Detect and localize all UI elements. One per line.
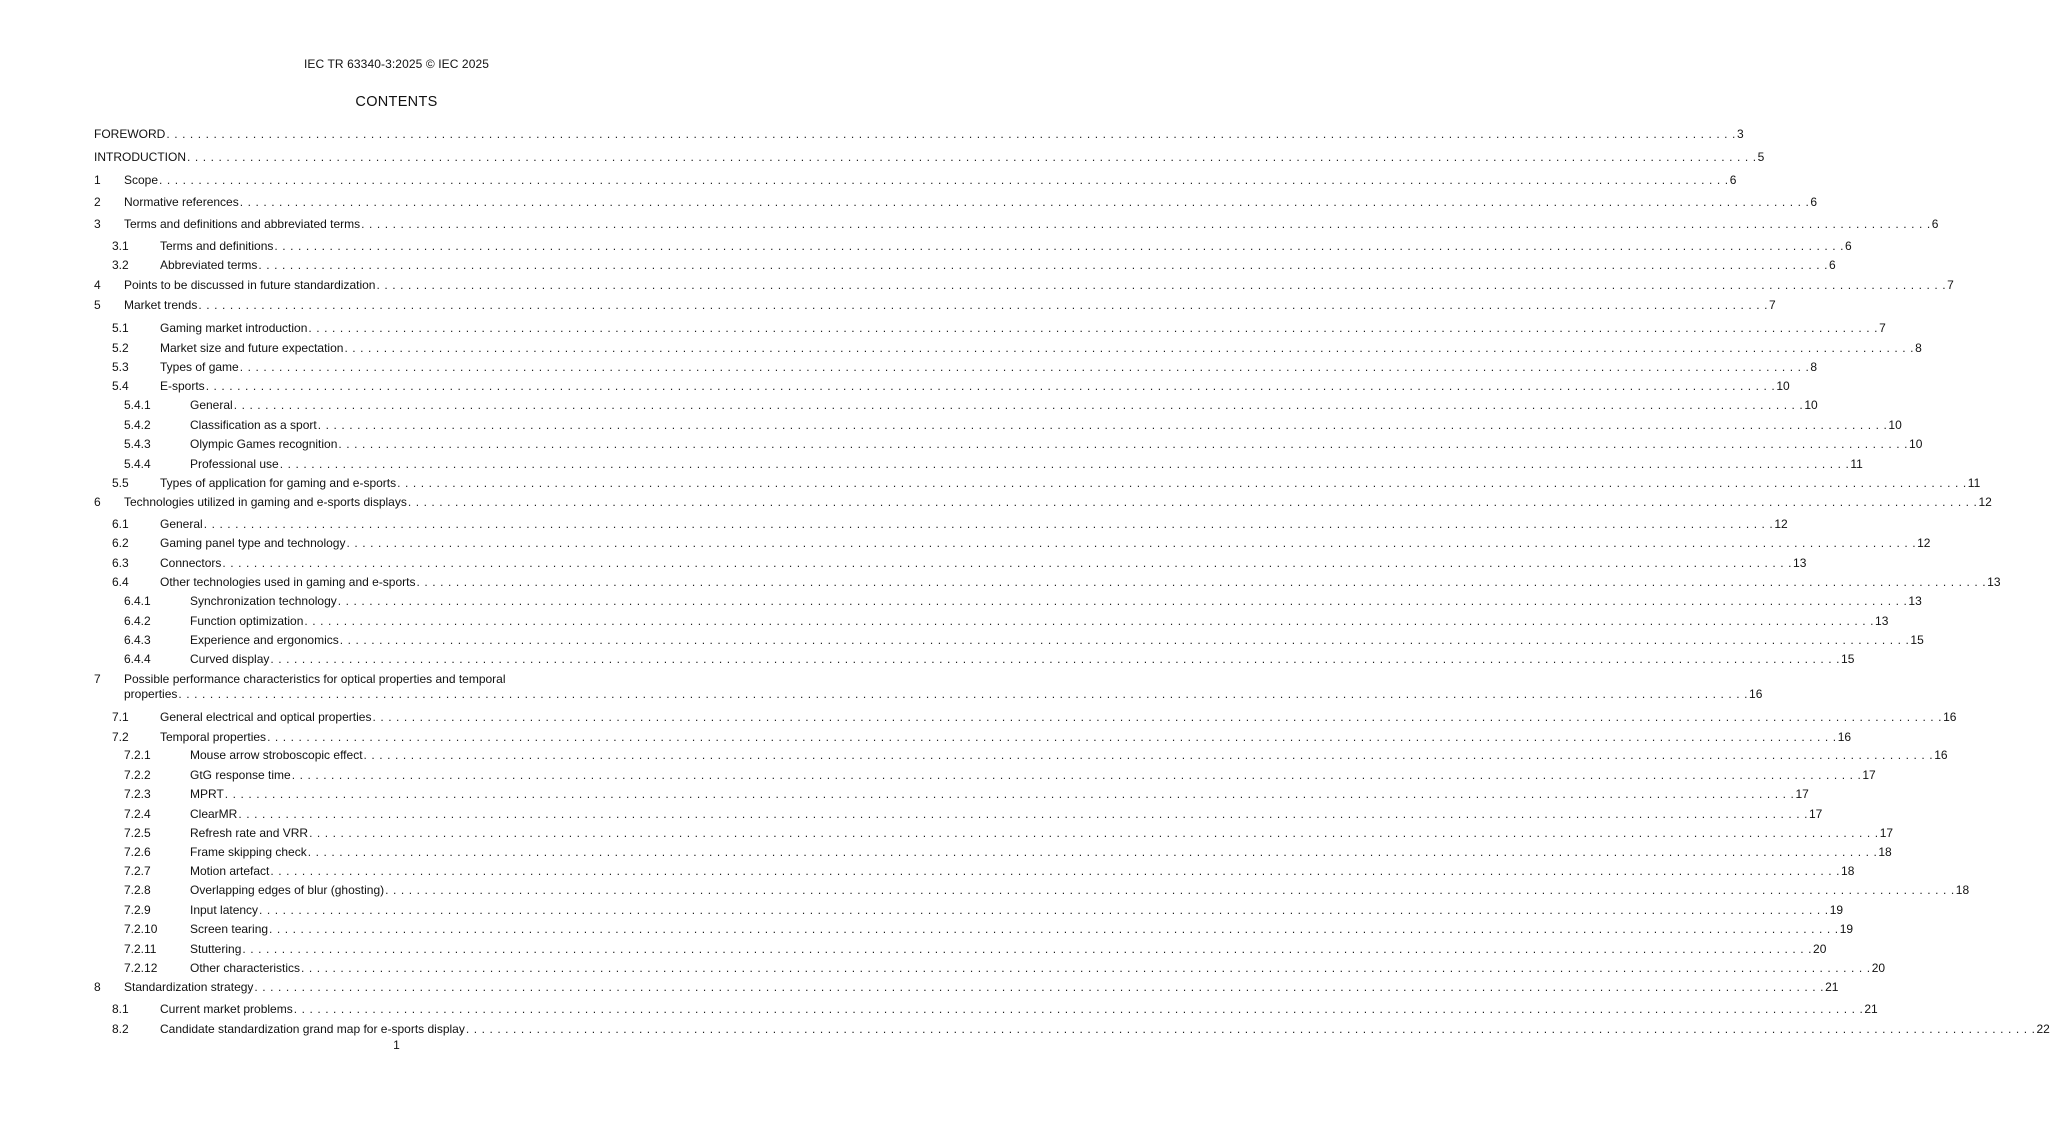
toc-entry-page: 17 bbox=[1879, 826, 1894, 840]
toc-entry[interactable] bbox=[94, 126, 1744, 142]
toc-entry-page: 17 bbox=[1795, 787, 1809, 801]
toc-entry-page: 6 bbox=[1845, 239, 1852, 253]
toc-entry-page: 12 bbox=[1978, 495, 1992, 509]
toc-entry-page: 15 bbox=[1910, 633, 1924, 647]
toc-entry[interactable] bbox=[94, 709, 1957, 725]
toc-entry-number: 3 bbox=[94, 217, 101, 231]
toc-entry-number: 7.2.9 bbox=[124, 903, 151, 917]
dot-leader: . . . . . . . . . . . . . . . . . . . . . . . . . . . . . . . . . . . . . . . . . . . . . . . . . . . . . . . . . . . . . . . . . . . . . . . . . . . . . . . . . . . . . . . . . . . . . . . . . . . . . . . . . . . . . . . . . . . . . . . . . . . . . . . . . . . . . . . . . . . . . . . . . . . . . . . . . . . . . . . . . . . . . . . . . . . . . . . . . . . . . . . . . . . . . . . . . . . . . . . . bbox=[254, 980, 1825, 994]
dot-leader: . . . . . . . . . . . . . . . . . . . . . . . . . . . . . . . . . . . . . . . . . . . . . . . . . . . . . . . . . . . . . . . . . . . . . . . . . . . . . . . . . . . . . . . . . . . . . . . . . . . . . . . . . . . . . . . . . . . . . . . . . . . . . . . . . . . . . . . . . . . . . . . . . . . . . . . . . . . . . . . . . . . . . . . . . . . . . . . . . . . . . . . . . . . . . . . . . . . . . . . . bbox=[416, 575, 1987, 589]
toc-entry[interactable] bbox=[94, 149, 1765, 165]
dot-leader: . . . . . . . . . . . . . . . . . . . . . . . . . . . . . . . . . . . . . . . . . . . . . . . . . . . . . . . . . . . . . . . . . . . . . . . . . . . . . . . . . . . . . . . . . . . . . . . . . . . . . . . . . . . . . . . . . . . . . . . . . . . . . . . . . . . . . . . . . . . . . . . . . . . . . . . . . . . . . . . . . . . . . . . . . . . . . . . . . . . . . . . . . . . . . . . . . . . . . . . . bbox=[307, 845, 1878, 859]
page-title: CONTENTS bbox=[355, 94, 438, 110]
toc-entry-page: 11 bbox=[1967, 476, 1981, 490]
toc-entry-title-line: Possible performance characteristics for optical properties and temporal bbox=[124, 672, 506, 686]
toc-entry-page: 6 bbox=[1810, 195, 1818, 209]
toc-entry[interactable] bbox=[94, 979, 1839, 995]
dot-leader: . . . . . . . . . . . . . . . . . . . . . . . . . . . . . . . . . . . . . . . . . . . . . . . . . . . . . . . . . . . . . . . . . . . . . . . . . . . . . . . . . . . . . . . . . . . . . . . . . . . . . . . . . . . . . . . . . . . . . . . . . . . . . . . . . . . . . . . . . . . . . . . . . . . . . . . . . . . . . . . . . . . . . . . . . . . . . . . . . . . . . . . . . . . . . . . . . . . . . . . . bbox=[344, 341, 1915, 355]
toc-entry-title: Temporal properties bbox=[160, 730, 267, 744]
dot-leader: . . . . . . . . . . . . . . . . . . . . . . . . . . . . . . . . . . . . . . . . . . . . . . . . . . . . . . . . . . . . . . . . . . . . . . . . . . . . . . . . . . . . . . . . . . . . . . . . . . . . . . . . . . . . . . . . . . . . . . . . . . . . . . . . . . . . . . . . . . . . . . . . . . . . . . . . . . . . . . . . . . . . . . . . . . . . . . . . . . . . . . . . . . . . . . . . . . . . . . . . bbox=[269, 922, 1839, 936]
toc-entry-page: 6 bbox=[1729, 173, 1737, 187]
toc-entry[interactable] bbox=[94, 729, 1852, 745]
toc-entry-title: Abbreviated terms bbox=[160, 258, 258, 272]
toc-entry[interactable] bbox=[94, 516, 1788, 532]
toc-entry-number: 6.4.3 bbox=[124, 633, 151, 647]
toc-entry-page: 17 bbox=[1862, 768, 1876, 782]
dot-leader: . . . . . . . . . . . . . . . . . . . . . . . . . . . . . . . . . . . . . . . . . . . . . . . . . . . . . . . . . . . . . . . . . . . . . . . . . . . . . . . . . . . . . . . . . . . . . . . . . . . . . . . . . . . . . . . . . . . . . . . . . . . . . . . . . . . . . . . . . . . . . . . . . . . . . . . . . . . . . . . . . . . . . . . . . . . . . . . . . . . . . . . . . . . . . . . . . . . . . . . . bbox=[222, 556, 1793, 570]
dot-leader: . . . . . . . . . . . . . . . . . . . . . . . . . . . . . . . . . . . . . . . . . . . . . . . . . . . . . . . . . . . . . . . . . . . . . . . . . . . . . . . . . . . . . . . . . . . . . . . . . . . . . . . . . . . . . . . . . . . . . . . . . . . . . . . . . . . . . . . . . . . . . . . . . . . . . . . . . . . . . . . . . . . . . . . . . . . . . . . . . . . . . . . . . . . . . . . . . . . . . . . . bbox=[407, 495, 1978, 509]
dot-leader: . . . . . . . . . . . . . . . . . . . . . . . . . . . . . . . . . . . . . . . . . . . . . . . . . . . . . . . . . . . . . . . . . . . . . . . . . . . . . . . . . . . . . . . . . . . . . . . . . . . . . . . . . . . . . . . . . . . . . . . . . . . . . . . . . . . . . . . . . . . . . . . . . . . . . . . . . . . . . . . . . . . . . . . . . . . . . . . . . . . . . . . . . . . . . . . . . . . . . . . . bbox=[239, 360, 1810, 374]
toc-entry-page: 17 bbox=[1809, 807, 1823, 821]
toc-entry[interactable] bbox=[94, 882, 1970, 898]
toc-entry-page: 6 bbox=[1829, 258, 1836, 272]
toc-entry-title: Gaming market introduction bbox=[160, 321, 308, 335]
toc-entry[interactable] bbox=[94, 475, 1981, 491]
toc-entry-page: 13 bbox=[1908, 594, 1922, 608]
toc-entry-title: Normative references bbox=[124, 195, 239, 209]
toc-entry-page: 12 bbox=[1774, 517, 1788, 531]
toc-entry-title: Other technologies used in gaming and e-sports bbox=[160, 575, 416, 589]
toc-entry-number: 5.1 bbox=[112, 321, 129, 335]
toc-entry-page: 8 bbox=[1915, 341, 1922, 355]
toc-entry[interactable] bbox=[94, 216, 1939, 232]
toc-entry[interactable] bbox=[94, 555, 1807, 571]
toc-entry-number: 4 bbox=[94, 278, 101, 292]
toc-entry[interactable] bbox=[94, 378, 1790, 394]
dot-leader: . . . . . . . . . . . . . . . . . . . . . . . . . . . . . . . . . . . . . . . . . . . . . . . . . . . . . . . . . . . . . . . . . . . . . . . . . . . . . . . . . . . . . . . . . . . . . . . . . . . . . . . . . . . . . . . . . . . . . . . . . . . . . . . . . . . . . . . . . . . . . . . . . . . . . . . . . . . . . . . . . . . . . . . . . . . . . . . . . . . . . . . . . . . . . . . . . . . . . . . . bbox=[203, 517, 1774, 531]
toc-entry-page: 20 bbox=[1813, 942, 1827, 956]
toc-entry[interactable] bbox=[94, 320, 1886, 336]
dot-leader: . . . . . . . . . . . . . . . . . . . . . . . . . . . . . . . . . . . . . . . . . . . . . . . . . . . . . . . . . . . . . . . . . . . . . . . . . . . . . . . . . . . . . . . . . . . . . . . . . . . . . . . . . . . . . . . . . . . . . . . . . . . . . . . . . . . . . . . . . . . . . . . . . . . . . . . . . . . . . . . . . . . . . . . . . . . . . . . . . . . . . . . . . . . . . . . . . . . . . . . . bbox=[346, 536, 1917, 550]
toc-entry-page: 19 bbox=[1839, 922, 1854, 936]
toc-entry-title: Market size and future expectation bbox=[160, 341, 344, 355]
toc-entry-page: 11 bbox=[1850, 457, 1863, 471]
dot-leader: . . . . . . . . . . . . . . . . . . . . . . . . . . . . . . . . . . . . . . . . . . . . . . . . . . . . . . . . . . . . . . . . . . . . . . . . . . . . . . . . . . . . . . . . . . . . . . . . . . . . . . . . . . . . . . . . . . . . . . . . . . . . . . . . . . . . . . . . . . . . . . . . . . . . . . . . . . . . . . . . . . . . . . . . . . . . . . . . . . . . . . . . . . . . . . . . . . . . . . . . bbox=[198, 298, 1769, 312]
toc-entry[interactable] bbox=[94, 863, 1855, 879]
toc-entry-number: 7.2 bbox=[112, 730, 129, 744]
dot-leader: . . . . . . . . . . . . . . . . . . . . . . . . . . . . . . . . . . . . . . . . . . . . . . . . . . . . . . . . . . . . . . . . . . . . . . . . . . . . . . . . . . . . . . . . . . . . . . . . . . . . . . . . . . . . . . . . . . . . . . . . . . . . . . . . . . . . . . . . . . . . . . . . . . . . . . . . . . . . . . . . . . . . . . . . . . . . . . . . . . . . . . . . . . . . . . . . . . . . . . . . bbox=[279, 457, 1850, 471]
toc-entry-title: Stuttering bbox=[190, 942, 242, 956]
toc-entry-number: 5.4.1 bbox=[124, 398, 151, 412]
dot-leader: . . . . . . . . . . . . . . . . . . . . . . . . . . . . . . . . . . . . . . . . . . . . . . . . . . . . . . . . . . . . . . . . . . . . . . . . . . . . . . . . . . . . . . . . . . . . . . . . . . . . . . . . . . . . . . . . . . . . . . . . . . . . . . . . . . . . . . . . . . . . . . . . . . . . . . . . . . . . . . . . . . . . . . . . . . . . . . . . . . . . . . . . . . . . . . . . . . . . . . . . bbox=[291, 768, 1862, 782]
toc-entry-page: 7 bbox=[1947, 278, 1954, 292]
toc-entry-page: 10 bbox=[1804, 398, 1818, 412]
dot-leader: . . . . . . . . . . . . . . . . . . . . . . . . . . . . . . . . . . . . . . . . . . . . . . . . . . . . . . . . . . . . . . . . . . . . . . . . . . . . . . . . . . . . . . . . . . . . . . . . . . . . . . . . . . . . . . . . . . . . . . . . . . . . . . . . . . . . . . . . . . . . . . . . . . . . . . . . . . . . . . . . . . . . . . . . . . . . . . . . . . . . . . . . . . . . . . . . . . . . . . . . bbox=[361, 217, 1931, 231]
toc-entry-number: 7.2.1 bbox=[124, 748, 151, 762]
toc-entry-title: Gaming panel type and technology bbox=[160, 536, 346, 550]
dot-leader: . . . . . . . . . . . . . . . . . . . . . . . . . . . . . . . . . . . . . . . . . . . . . . . . . . . . . . . . . . . . . . . . . . . . . . . . . . . . . . . . . . . . . . . . . . . . . . . . . . . . . . . . . . . . . . . . . . . . . . . . . . . . . . . . . . . . . . . . . . . . . . . . . . . . . . . . . . . . . . . . . . . . . . . . . . . . . . . . . . . . . . . . . . . . . . . . . . . . . . . . bbox=[385, 883, 1955, 897]
toc-entry-number: 5.4.4 bbox=[124, 457, 151, 471]
dot-leader: . . . . . . . . . . . . . . . . . . . . . . . . . . . . . . . . . . . . . . . . . . . . . . . . . . . . . . . . . . . . . . . . . . . . . . . . . . . . . . . . . . . . . . . . . . . . . . . . . . . . . . . . . . . . . . . . . . . . . . . . . . . . . . . . . . . . . . . . . . . . . . . . . . . . . . . . . . . . . . . . . . . . . . . . . . . . . . . . . . . . . . . . . . . . . . . . . . . . . . . . bbox=[363, 748, 1934, 762]
dot-leader: . . . . . . . . . . . . . . . . . . . . . . . . . . . . . . . . . . . . . . . . . . . . . . . . . . . . . . . . . . . . . . . . . . . . . . . . . . . . . . . . . . . . . . . . . . . . . . . . . . . . . . . . . . . . . . . . . . . . . . . . . . . . . . . . . . . . . . . . . . . . . . . . . . . . . . . . . . . . . . . . . . . . . . . . . . . . . . . . . . . . . . . . . . . . . . . . . . . . . . . . bbox=[238, 807, 1808, 821]
dot-leader: . . . . . . . . . . . . . . . . . . . . . . . . . . . . . . . . . . . . . . . . . . . . . . . . . . . . . . . . . . . . . . . . . . . . . . . . . . . . . . . . . . . . . . . . . . . . . . . . . . . . . . . . . . . . . . . . . . . . . . . . . . . . . . . . . . . . . . . . . . . . . . . . . . . . . . . . . . . . . . . . . . . . . . . . . . . . . . . . . . . . . . . . . . . . . . . . . . . . . . . . bbox=[308, 321, 1879, 335]
toc-entry-title: Terms and definitions and abbreviated terms bbox=[124, 217, 361, 231]
toc-entry-number: 5.3 bbox=[112, 360, 129, 374]
toc-entry-number: 6.4.4 bbox=[124, 652, 151, 666]
toc-entry-page: 7 bbox=[1879, 321, 1886, 335]
dot-leader: . . . . . . . . . . . . . . . . . . . . . . . . . . . . . . . . . . . . . . . . . . . . . . . . . . . . . . . . . . . . . . . . . . . . . . . . . . . . . . . . . . . . . . . . . . . . . . . . . . . . . . . . . . . . . . . . . . . . . . . . . . . . . . . . . . . . . . . . . . . . . . . . . . . . . . . . . . . . . . . . . . . . . . . . . . . . . . . . . . . . . . . . . . . . . . . . . . . . . . . . bbox=[205, 379, 1776, 393]
dot-leader: . . . . . . . . . . . . . . . . . . . . . . . . . . . . . . . . . . . . . . . . . . . . . . . . . . . . . . . . . . . . . . . . . . . . . . . . . . . . . . . . . . . . . . . . . . . . . . . . . . . . . . . . . . . . . . . . . . . . . . . . . . . . . . . . . . . . . . . . . . . . . . . . . . . . . . . . . . . . . . . . . . . . . . . . . . . . . . . . . . . . . . . . . . . . . . . . . . . . . . . . bbox=[337, 594, 1908, 608]
toc-entry-number: 6.3 bbox=[112, 556, 129, 570]
toc-entry-title: properties bbox=[124, 687, 178, 701]
toc-entry[interactable] bbox=[94, 921, 1854, 937]
toc-entry[interactable] bbox=[94, 417, 1902, 433]
toc-entry[interactable] bbox=[94, 574, 2001, 590]
toc-entry-page: 7 bbox=[1769, 298, 1776, 312]
toc-entry[interactable] bbox=[94, 786, 1809, 802]
toc-entry-title: General bbox=[160, 517, 203, 531]
page-number: 1 bbox=[393, 1038, 400, 1052]
toc-entry-title: Types of application for gaming and e-sports bbox=[160, 476, 397, 490]
toc-entry-title: Scope bbox=[124, 173, 159, 187]
toc-entry-title: Standardization strategy bbox=[124, 980, 254, 994]
toc-entry-number: 7.2.12 bbox=[124, 961, 158, 975]
toc-entry-page: 18 bbox=[1878, 845, 1892, 859]
toc-entry-page: 16 bbox=[1749, 687, 1763, 701]
dot-leader: . . . . . . . . . . . . . . . . . . . . . . . . . . . . . . . . . . . . . . . . . . . . . . . . . . . . . . . . . . . . . . . . . . . . . . . . . . . . . . . . . . . . . . . . . . . . . . . . . . . . . . . . . . . . . . . . . . . . . . . . . . . . . . . . . . . . . . . . . . . . . . . . . . . . . . . . . . . . . . . . . . . . . . . . . . . . . . . . . . . . . . . . . . . . . . . . . . . . . . . . bbox=[187, 150, 1757, 164]
toc-entry[interactable] bbox=[94, 613, 1889, 629]
toc-entry[interactable] bbox=[94, 844, 1892, 860]
toc-entry-title: Candidate standardization grand map for e-sports display bbox=[160, 1022, 465, 1036]
dot-leader: . . . . . . . . . . . . . . . . . . . . . . . . . . . . . . . . . . . . . . . . . . . . . . . . . . . . . . . . . . . . . . . . . . . . . . . . . . . . . . . . . . . . . . . . . . . . . . . . . . . . . . . . . . . . . . . . . . . . . . . . . . . . . . . . . . . . . . . . . . . . . . . . . . . . . . . . . . . . . . . . . . . . . . . . . . . . . . . . . . . . . . . . . . . . . . . . . . . . . . . . bbox=[267, 730, 1837, 744]
toc-entry-number: 5.4 bbox=[112, 379, 129, 393]
toc-entry-number: 1 bbox=[94, 173, 101, 187]
toc-entry[interactable] bbox=[94, 257, 1836, 273]
toc-entry-number: 7.2.8 bbox=[124, 883, 151, 897]
toc-entry-page: 13 bbox=[1793, 556, 1807, 570]
toc-entry-title: GtG response time bbox=[190, 768, 291, 782]
toc-entry-number: 6.1 bbox=[112, 517, 129, 531]
toc-entry-title: Types of game bbox=[160, 360, 239, 374]
toc-entry[interactable] bbox=[94, 359, 1818, 375]
dot-leader: . . . . . . . . . . . . . . . . . . . . . . . . . . . . . . . . . . . . . . . . . . . . . . . . . . . . . . . . . . . . . . . . . . . . . . . . . . . . . . . . . . . . . . . . . . . . . . . . . . . . . . . . . . . . . . . . . . . . . . . . . . . . . . . . . . . . . . . . . . . . . . . . . . . . . . . . . . . . . . . . . . . . . . . . . . . . . . . . . . . . . . . . . . . . . . . . . . . . . . . . bbox=[178, 687, 1749, 701]
dot-leader: . . . . . . . . . . . . . . . . . . . . . . . . . . . . . . . . . . . . . . . . . . . . . . . . . . . . . . . . . . . . . . . . . . . . . . . . . . . . . . . . . . . . . . . . . . . . . . . . . . . . . . . . . . . . . . . . . . . . . . . . . . . . . . . . . . . . . . . . . . . . . . . . . . . . . . . . . . . . . . . . . . . . . . . . . . . . . . . . . . . . . . . . . . . . . . . . . . . . . . . . bbox=[258, 258, 1829, 272]
toc-entry[interactable] bbox=[94, 238, 1852, 254]
toc-entry[interactable] bbox=[94, 1001, 1878, 1017]
toc-entry-title: Refresh rate and VRR bbox=[190, 826, 309, 840]
toc-entry-number: 7.2.2 bbox=[124, 768, 151, 782]
toc-entry-title: Screen tearing bbox=[190, 922, 269, 936]
toc-entry-title: Points to be discussed in future standardization bbox=[124, 278, 376, 292]
toc-entry[interactable] bbox=[94, 277, 1954, 293]
toc-entry[interactable] bbox=[94, 1021, 2050, 1037]
toc-entry[interactable] bbox=[94, 747, 1948, 763]
toc-entry[interactable] bbox=[94, 456, 1863, 472]
toc-entry-title: FOREWORD bbox=[94, 127, 166, 141]
toc-entry-number: 7.2.11 bbox=[124, 942, 157, 956]
toc-entry-page: 18 bbox=[1841, 864, 1855, 878]
toc-entry-page: 16 bbox=[1934, 748, 1948, 762]
toc-entry[interactable] bbox=[94, 593, 1922, 609]
dot-leader: . . . . . . . . . . . . . . . . . . . . . . . . . . . . . . . . . . . . . . . . . . . . . . . . . . . . . . . . . . . . . . . . . . . . . . . . . . . . . . . . . . . . . . . . . . . . . . . . . . . . . . . . . . . . . . . . . . . . . . . . . . . . . . . . . . . . . . . . . . . . . . . . . . . . . . . . . . . . . . . . . . . . . . . . . . . . . . . . . . . . . . . . . . . . . . . . . . . . . . . . bbox=[339, 633, 1910, 647]
toc-entry-number: 6.4 bbox=[112, 575, 129, 589]
toc-entry-number: 7.2.6 bbox=[124, 845, 151, 859]
toc-entry-title: ClearMR bbox=[190, 807, 238, 821]
toc-entry[interactable] bbox=[94, 806, 1823, 822]
toc-entry-page: 19 bbox=[1829, 903, 1844, 917]
dot-leader: . . . . . . . . . . . . . . . . . . . . . . . . . . . . . . . . . . . . . . . . . . . . . . . . . . . . . . . . . . . . . . . . . . . . . . . . . . . . . . . . . . . . . . . . . . . . . . . . . . . . . . . . . . . . . . . . . . . . . . . . . . . . . . . . . . . . . . . . . . . . . . . . . . . . . . . . . . . . . . . . . . . . . . . . . . . . . . . . . . . . . . . . . . . . . . . . . . . . . . . . bbox=[338, 437, 1909, 451]
toc-entry-page: 13 bbox=[1987, 575, 2001, 589]
toc-entry-title: MPRT bbox=[190, 787, 224, 801]
toc-entry[interactable] bbox=[94, 194, 1818, 210]
toc-entry-page: 16 bbox=[1837, 730, 1852, 744]
toc-entry-number: 7.2.7 bbox=[124, 864, 151, 878]
toc-entry-title: Classification as a sport bbox=[190, 418, 317, 432]
dot-leader: . . . . . . . . . . . . . . . . . . . . . . . . . . . . . . . . . . . . . . . . . . . . . . . . . . . . . . . . . . . . . . . . . . . . . . . . . . . . . . . . . . . . . . . . . . . . . . . . . . . . . . . . . . . . . . . . . . . . . . . . . . . . . . . . . . . . . . . . . . . . . . . . . . . . . . . . . . . . . . . . . . . . . . . . . . . . . . . . . . . . . . . . . . . . . . . . . . . . . . . . bbox=[376, 278, 1947, 292]
toc-entry[interactable] bbox=[94, 632, 1924, 648]
toc-entry[interactable] bbox=[94, 172, 1737, 188]
toc-entry-page: 10 bbox=[1776, 379, 1790, 393]
toc-entry-page: 6 bbox=[1931, 217, 1939, 231]
toc-entry-number: 8.2 bbox=[112, 1022, 129, 1036]
toc-entry-number: 7.2.4 bbox=[124, 807, 151, 821]
toc-entry-page: 10 bbox=[1909, 437, 1923, 451]
toc-entry-number: 5.4.3 bbox=[124, 437, 151, 451]
toc-entry[interactable] bbox=[94, 297, 1776, 313]
toc-entry-title: General electrical and optical properties bbox=[160, 710, 372, 724]
toc-entry-page: 15 bbox=[1841, 652, 1855, 666]
toc-entry-page: 22 bbox=[2036, 1022, 2050, 1036]
toc-entry-number: 8 bbox=[94, 980, 101, 994]
toc-entry-title: INTRODUCTION bbox=[94, 150, 186, 164]
toc-entry-title: Connectors bbox=[160, 556, 222, 570]
toc-entry-page: 10 bbox=[1888, 418, 1902, 432]
toc-entry-number: 6.2 bbox=[112, 536, 129, 550]
toc-entry-number: 3.2 bbox=[112, 258, 129, 272]
toc-entry-page: 16 bbox=[1943, 710, 1957, 724]
toc-entry-number: 7 bbox=[94, 672, 101, 686]
dot-leader: . . . . . . . . . . . . . . . . . . . . . . . . . . . . . . . . . . . . . . . . . . . . . . . . . . . . . . . . . . . . . . . . . . . . . . . . . . . . . . . . . . . . . . . . . . . . . . . . . . . . . . . . . . . . . . . . . . . . . . . . . . . . . . . . . . . . . . . . . . . . . . . . . . . . . . . . . . . . . . . . . . . . . . . . . . . . . . . . . . . . . . . . . . . . . . . . . . . . . . . . bbox=[465, 1022, 2036, 1036]
toc-entry-number: 5.2 bbox=[112, 341, 129, 355]
toc-entry-title: Function optimization bbox=[190, 614, 304, 628]
dot-leader: . . . . . . . . . . . . . . . . . . . . . . . . . . . . . . . . . . . . . . . . . . . . . . . . . . . . . . . . . . . . . . . . . . . . . . . . . . . . . . . . . . . . . . . . . . . . . . . . . . . . . . . . . . . . . . . . . . . . . . . . . . . . . . . . . . . . . . . . . . . . . . . . . . . . . . . . . . . . . . . . . . . . . . . . . . . . . . . . . . . . . . . . . . . . . . . . . . . . . . . . bbox=[304, 614, 1875, 628]
toc-entry-title: Current market problems bbox=[160, 1002, 293, 1016]
toc-entry-title: Terms and definitions bbox=[160, 239, 274, 253]
toc-entry-title: Frame skipping check bbox=[190, 845, 307, 859]
dot-leader: . . . . . . . . . . . . . . . . . . . . . . . . . . . . . . . . . . . . . . . . . . . . . . . . . . . . . . . . . . . . . . . . . . . . . . . . . . . . . . . . . . . . . . . . . . . . . . . . . . . . . . . . . . . . . . . . . . . . . . . . . . . . . . . . . . . . . . . . . . . . . . . . . . . . . . . . . . . . . . . . . . . . . . . . . . . . . . . . . . . . . . . . . . . . . . . . . . . . . . . . bbox=[293, 1002, 1864, 1016]
toc-entry-title: Other characteristics bbox=[190, 961, 301, 975]
toc-entry-number: 7.2.10 bbox=[124, 922, 158, 936]
toc-entry-first-line bbox=[94, 671, 698, 687]
dot-leader: . . . . . . . . . . . . . . . . . . . . . . . . . . . . . . . . . . . . . . . . . . . . . . . . . . . . . . . . . . . . . . . . . . . . . . . . . . . . . . . . . . . . . . . . . . . . . . . . . . . . . . . . . . . . . . . . . . . . . . . . . . . . . . . . . . . . . . . . . . . . . . . . . . . . . . . . . . . . . . . . . . . . . . . . . . . . . . . . . . . . . . . . . . . . . . . . . . . . . . . . bbox=[397, 476, 1967, 490]
toc-entry-page: 20 bbox=[1871, 961, 1886, 975]
dot-leader: . . . . . . . . . . . . . . . . . . . . . . . . . . . . . . . . . . . . . . . . . . . . . . . . . . . . . . . . . . . . . . . . . . . . . . . . . . . . . . . . . . . . . . . . . . . . . . . . . . . . . . . . . . . . . . . . . . . . . . . . . . . . . . . . . . . . . . . . . . . . . . . . . . . . . . . . . . . . . . . . . . . . . . . . . . . . . . . . . . . . . . . . . . . . . . . . . . . . . . . . bbox=[224, 787, 1795, 801]
dot-leader: . . . . . . . . . . . . . . . . . . . . . . . . . . . . . . . . . . . . . . . . . . . . . . . . . . . . . . . . . . . . . . . . . . . . . . . . . . . . . . . . . . . . . . . . . . . . . . . . . . . . . . . . . . . . . . . . . . . . . . . . . . . . . . . . . . . . . . . . . . . . . . . . . . . . . . . . . . . . . . . . . . . . . . . . . . . . . . . . . . . . . . . . . . . . . . . . . . . . . . . . bbox=[309, 826, 1879, 840]
toc-entry-number: 7.2.3 bbox=[124, 787, 151, 801]
toc-entry-number: 5 bbox=[94, 298, 101, 312]
toc-entry-number: 6.4.2 bbox=[124, 614, 151, 628]
toc-entry-title: Professional use bbox=[190, 457, 279, 471]
toc-entry[interactable] bbox=[94, 535, 1931, 551]
dot-leader: . . . . . . . . . . . . . . . . . . . . . . . . . . . . . . . . . . . . . . . . . . . . . . . . . . . . . . . . . . . . . . . . . . . . . . . . . . . . . . . . . . . . . . . . . . . . . . . . . . . . . . . . . . . . . . . . . . . . . . . . . . . . . . . . . . . . . . . . . . . . . . . . . . . . . . . . . . . . . . . . . . . . . . . . . . . . . . . . . . . . . . . . . . . . . . . . . . . . . . . . bbox=[259, 903, 1829, 917]
toc-entry-page: 21 bbox=[1864, 1002, 1878, 1016]
document-header: IEC TR 63340-3:2025 © IEC 2025 bbox=[303, 57, 490, 71]
toc-entry[interactable] bbox=[94, 825, 1894, 841]
dot-leader: . . . . . . . . . . . . . . . . . . . . . . . . . . . . . . . . . . . . . . . . . . . . . . . . . . . . . . . . . . . . . . . . . . . . . . . . . . . . . . . . . . . . . . . . . . . . . . . . . . . . . . . . . . . . . . . . . . . . . . . . . . . . . . . . . . . . . . . . . . . . . . . . . . . . . . . . . . . . . . . . . . . . . . . . . . . . . . . . . . . . . . . . . . . . . . . . . . . . . . . . bbox=[274, 239, 1845, 253]
toc-entry[interactable] bbox=[94, 941, 1827, 957]
toc-entry-title: Technologies utilized in gaming and e-sports displays bbox=[124, 495, 407, 509]
toc-entry-number: 5.5 bbox=[112, 476, 129, 490]
toc-entry[interactable] bbox=[94, 960, 1886, 976]
toc-entry-page: 18 bbox=[1955, 883, 1970, 897]
toc-entry-page: 5 bbox=[1757, 150, 1765, 164]
toc-entry-number: 8.1 bbox=[112, 1002, 129, 1016]
toc-entry-number: 5.4.2 bbox=[124, 418, 151, 432]
toc-entry-number: 3.1 bbox=[112, 239, 129, 253]
toc-entry-number: 7.1 bbox=[112, 710, 129, 724]
dot-leader: . . . . . . . . . . . . . . . . . . . . . . . . . . . . . . . . . . . . . . . . . . . . . . . . . . . . . . . . . . . . . . . . . . . . . . . . . . . . . . . . . . . . . . . . . . . . . . . . . . . . . . . . . . . . . . . . . . . . . . . . . . . . . . . . . . . . . . . . . . . . . . . . . . . . . . . . . . . . . . . . . . . . . . . . . . . . . . . . . . . . . . . . . . . . . . . . . . . . . . . . bbox=[317, 418, 1888, 432]
dot-leader: . . . . . . . . . . . . . . . . . . . . . . . . . . . . . . . . . . . . . . . . . . . . . . . . . . . . . . . . . . . . . . . . . . . . . . . . . . . . . . . . . . . . . . . . . . . . . . . . . . . . . . . . . . . . . . . . . . . . . . . . . . . . . . . . . . . . . . . . . . . . . . . . . . . . . . . . . . . . . . . . . . . . . . . . . . . . . . . . . . . . . . . . . . . . . . . . . . . . . . . . bbox=[159, 173, 1729, 187]
toc-entry-page: 13 bbox=[1875, 614, 1889, 628]
dot-leader: . . . . . . . . . . . . . . . . . . . . . . . . . . . . . . . . . . . . . . . . . . . . . . . . . . . . . . . . . . . . . . . . . . . . . . . . . . . . . . . . . . . . . . . . . . . . . . . . . . . . . . . . . . . . . . . . . . . . . . . . . . . . . . . . . . . . . . . . . . . . . . . . . . . . . . . . . . . . . . . . . . . . . . . . . . . . . . . . . . . . . . . . . . . . . . . . . . . . . . . . bbox=[270, 652, 1841, 666]
dot-leader: . . . . . . . . . . . . . . . . . . . . . . . . . . . . . . . . . . . . . . . . . . . . . . . . . . . . . . . . . . . . . . . . . . . . . . . . . . . . . . . . . . . . . . . . . . . . . . . . . . . . . . . . . . . . . . . . . . . . . . . . . . . . . . . . . . . . . . . . . . . . . . . . . . . . . . . . . . . . . . . . . . . . . . . . . . . . . . . . . . . . . . . . . . . . . . . . . . . . . . . . bbox=[239, 195, 1810, 209]
dot-leader: . . . . . . . . . . . . . . . . . . . . . . . . . . . . . . . . . . . . . . . . . . . . . . . . . . . . . . . . . . . . . . . . . . . . . . . . . . . . . . . . . . . . . . . . . . . . . . . . . . . . . . . . . . . . . . . . . . . . . . . . . . . . . . . . . . . . . . . . . . . . . . . . . . . . . . . . . . . . . . . . . . . . . . . . . . . . . . . . . . . . . . . . . . . . . . . . . . . . . . . . bbox=[233, 398, 1804, 412]
toc-entry-title: Market trends bbox=[124, 298, 198, 312]
toc-entry-title: General bbox=[190, 398, 233, 412]
toc-entry-title: E-sports bbox=[160, 379, 205, 393]
toc-entry[interactable] bbox=[94, 686, 1763, 702]
toc-entry[interactable] bbox=[94, 436, 1923, 452]
toc-entry-title: Synchronization technology bbox=[190, 594, 337, 608]
toc-entry[interactable] bbox=[94, 902, 1844, 918]
toc-entry[interactable] bbox=[94, 651, 1855, 667]
toc-entry[interactable] bbox=[94, 767, 1876, 783]
toc-entry-title: Mouse arrow stroboscopic effect bbox=[190, 748, 363, 762]
toc-entry-number: 2 bbox=[94, 195, 101, 209]
toc-entry-title: Motion artefact bbox=[190, 864, 270, 878]
toc-entry-page: 8 bbox=[1810, 360, 1818, 374]
toc-entry-title: Input latency bbox=[190, 903, 259, 917]
toc-entry-title: Olympic Games recognition bbox=[190, 437, 338, 451]
toc-entry-title: Overlapping edges of blur (ghosting) bbox=[190, 883, 385, 897]
toc-entry[interactable] bbox=[94, 494, 1992, 510]
dot-leader: . . . . . . . . . . . . . . . . . . . . . . . . . . . . . . . . . . . . . . . . . . . . . . . . . . . . . . . . . . . . . . . . . . . . . . . . . . . . . . . . . . . . . . . . . . . . . . . . . . . . . . . . . . . . . . . . . . . . . . . . . . . . . . . . . . . . . . . . . . . . . . . . . . . . . . . . . . . . . . . . . . . . . . . . . . . . . . . . . . . . . . . . . . . . . . . . . . . . . . . . bbox=[301, 961, 1871, 975]
toc-entry-page: 12 bbox=[1917, 536, 1931, 550]
toc-entry-page: 3 bbox=[1736, 127, 1744, 141]
toc-entry[interactable] bbox=[94, 397, 1818, 413]
dot-leader: . . . . . . . . . . . . . . . . . . . . . . . . . . . . . . . . . . . . . . . . . . . . . . . . . . . . . . . . . . . . . . . . . . . . . . . . . . . . . . . . . . . . . . . . . . . . . . . . . . . . . . . . . . . . . . . . . . . . . . . . . . . . . . . . . . . . . . . . . . . . . . . . . . . . . . . . . . . . . . . . . . . . . . . . . . . . . . . . . . . . . . . . . . . . . . . . . . . . . . . . bbox=[166, 127, 1736, 141]
toc-entry-title: Curved display bbox=[190, 652, 270, 666]
toc-entry-number: 7.2.5 bbox=[124, 826, 151, 840]
toc-entry-page: 21 bbox=[1825, 980, 1839, 994]
toc-entry-number: 6 bbox=[94, 495, 101, 509]
dot-leader: . . . . . . . . . . . . . . . . . . . . . . . . . . . . . . . . . . . . . . . . . . . . . . . . . . . . . . . . . . . . . . . . . . . . . . . . . . . . . . . . . . . . . . . . . . . . . . . . . . . . . . . . . . . . . . . . . . . . . . . . . . . . . . . . . . . . . . . . . . . . . . . . . . . . . . . . . . . . . . . . . . . . . . . . . . . . . . . . . . . . . . . . . . . . . . . . . . . . . . . . bbox=[372, 710, 1943, 724]
dot-leader: . . . . . . . . . . . . . . . . . . . . . . . . . . . . . . . . . . . . . . . . . . . . . . . . . . . . . . . . . . . . . . . . . . . . . . . . . . . . . . . . . . . . . . . . . . . . . . . . . . . . . . . . . . . . . . . . . . . . . . . . . . . . . . . . . . . . . . . . . . . . . . . . . . . . . . . . . . . . . . . . . . . . . . . . . . . . . . . . . . . . . . . . . . . . . . . . . . . . . . . . bbox=[270, 864, 1841, 878]
toc-entry-title: Experience and ergonomics bbox=[190, 633, 339, 647]
dot-leader: . . . . . . . . . . . . . . . . . . . . . . . . . . . . . . . . . . . . . . . . . . . . . . . . . . . . . . . . . . . . . . . . . . . . . . . . . . . . . . . . . . . . . . . . . . . . . . . . . . . . . . . . . . . . . . . . . . . . . . . . . . . . . . . . . . . . . . . . . . . . . . . . . . . . . . . . . . . . . . . . . . . . . . . . . . . . . . . . . . . . . . . . . . . . . . . . . . . . . . . . bbox=[242, 942, 1813, 956]
toc-entry-number: 6.4.1 bbox=[124, 594, 151, 608]
toc-entry[interactable] bbox=[94, 340, 1922, 356]
